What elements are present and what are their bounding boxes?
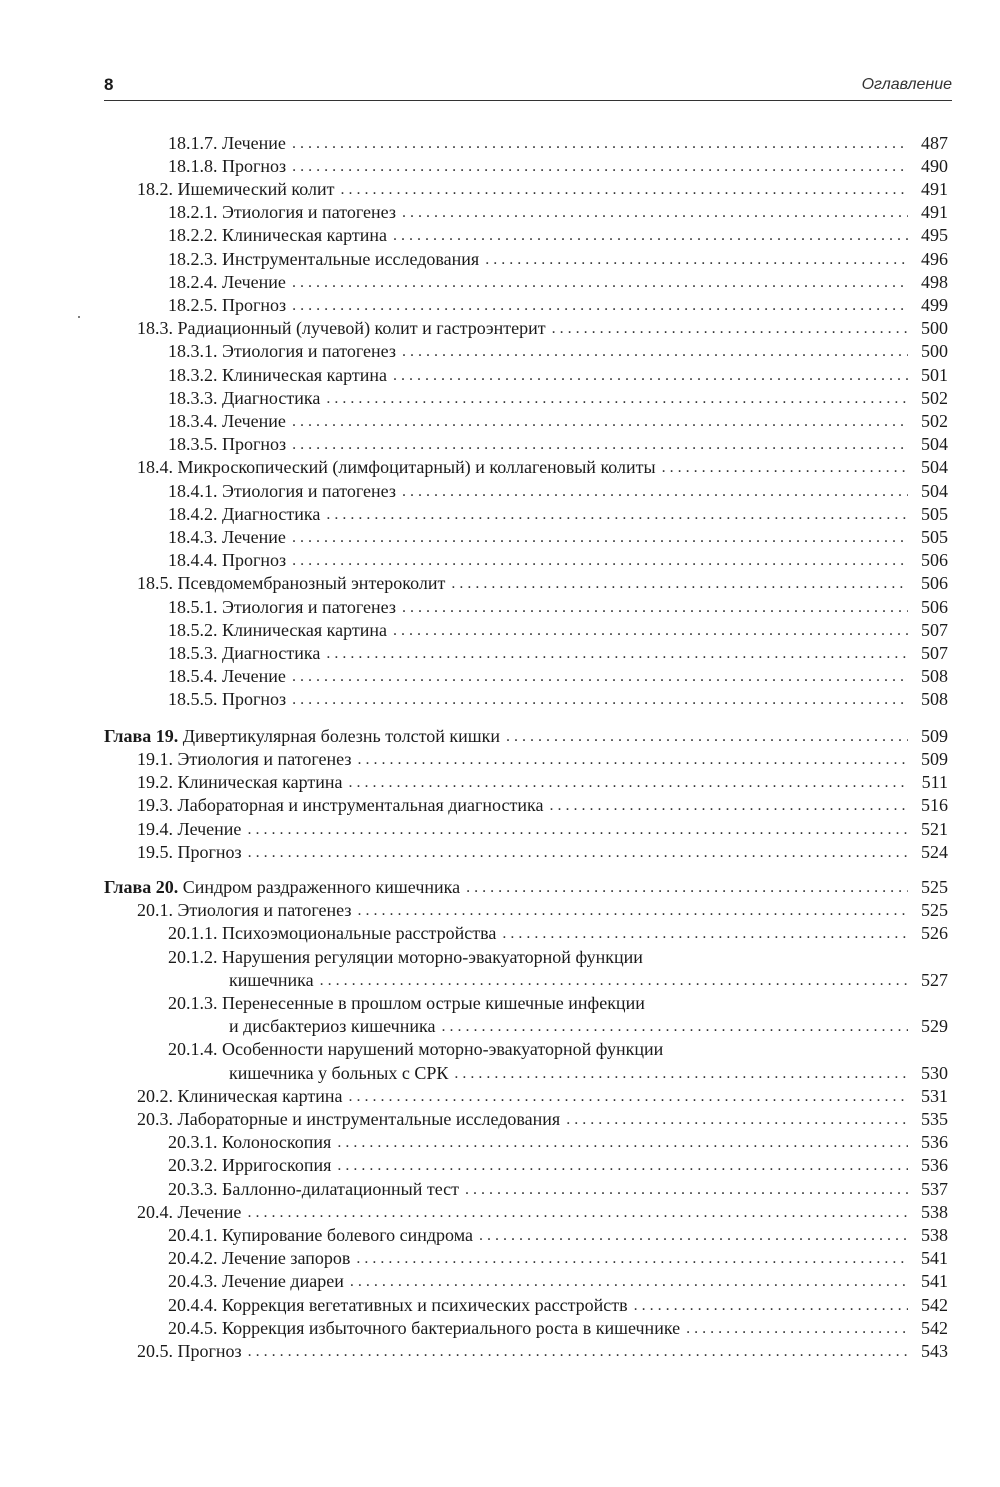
- toc-entry-18-2-5: 18.2.5. Прогноз . . . 499: [168, 294, 948, 317]
- toc-page-number: 507: [921, 620, 948, 640]
- leader-dots: [402, 480, 908, 503]
- toc-entry-20-4-4: 20.4.4. Коррекция вегетативных и психических расстройств . . . 542: [168, 1294, 948, 1317]
- toc-entry-18-2: 18.2. Ишемический колит . . . 491: [137, 178, 948, 201]
- toc-entry-18-3: 18.3. Радиационный (лучевой) колит и гастроэнтерит . . . 500: [137, 317, 948, 340]
- toc-page-number: 504: [921, 457, 948, 477]
- toc-entry-18-2-1: 18.2.1. Этиология и патогенез . . . 491: [168, 201, 948, 224]
- toc-entry-19-1: 19.1. Этиология и патогенез . . . 509: [137, 748, 948, 771]
- toc-page-number: 498: [921, 272, 948, 292]
- toc-page-number: 537: [921, 1179, 948, 1199]
- leader-dots: [337, 1154, 908, 1177]
- toc-entry-18-1-8: 18.1.8. Прогноз . . . 490: [168, 155, 948, 178]
- toc-entry-18-5-2: 18.5.2. Клиническая картина . . . 507: [168, 619, 948, 642]
- toc-page-number: 529: [921, 1016, 948, 1036]
- toc-page-number: 505: [921, 527, 948, 547]
- toc-entry-19-2: 19.2. Клиническая картина . . . 511: [137, 771, 948, 794]
- page-number: 8: [104, 75, 114, 94]
- toc-entry-18-4-4: 18.4.4. Прогноз . . . 506: [168, 549, 948, 572]
- leader-dots: [292, 410, 908, 433]
- leader-dots: [357, 899, 908, 922]
- leader-dots: [465, 1178, 908, 1201]
- toc-entry-18-4-1: 18.4.1. Этиология и патогенез . . . 504: [168, 480, 948, 503]
- toc-page-number: 505: [921, 504, 948, 524]
- running-title: Оглавление: [861, 76, 952, 93]
- toc-entry-20-1-2-line2: кишечника . . . 527: [229, 969, 948, 992]
- toc-page-number: 536: [921, 1132, 948, 1152]
- leader-dots: [350, 1270, 908, 1293]
- toc-entry-20-5: 20.5. Прогноз . . . 543: [137, 1340, 948, 1363]
- toc-entry-20-4-5: 20.4.5. Коррекция избыточного бактериального роста в кишечнике . . . 542: [168, 1317, 948, 1340]
- leader-dots: [247, 1201, 908, 1224]
- toc-entry-20-2: 20.2. Клиническая картина . . . 531: [137, 1085, 948, 1108]
- leader-dots: [402, 201, 908, 224]
- toc-page-number: 531: [921, 1086, 948, 1106]
- toc-page-number: 506: [921, 573, 948, 593]
- leader-dots: [402, 340, 908, 363]
- toc-entry-18-5-5: 18.5.5. Прогноз . . . 508: [168, 688, 948, 711]
- leader-dots: [566, 1108, 908, 1131]
- toc-entry-20-1-4-line1: 20.1.4. Особенности нарушений моторно-эвакуаторной функции: [168, 1039, 664, 1059]
- toc-entry-18-5: 18.5. Псевдомембранозный энтероколит . . . 506: [137, 572, 948, 595]
- toc-entry-18-1-7: 18.1.7. Лечение . . . 487: [168, 132, 948, 155]
- leader-dots: [402, 596, 908, 619]
- toc-page-number: 507: [921, 643, 948, 663]
- toc-entry-18-5-1: 18.5.1. Этиология и патогенез . . . 506: [168, 596, 948, 619]
- toc-page-number: 508: [921, 666, 948, 686]
- leader-dots: [454, 1062, 908, 1085]
- toc-page-number: 526: [921, 923, 948, 943]
- toc-page-number: 535: [921, 1109, 948, 1129]
- toc-chapter-20: Глава 20. Синдром раздраженного кишечника . . . 525: [104, 876, 948, 899]
- toc-page-number: 509: [921, 749, 948, 769]
- toc-entry-18-3-1: 18.3.1. Этиология и патогенез . . . 500: [168, 340, 948, 363]
- toc-entry-19-4: 19.4. Лечение . . . 521: [137, 818, 948, 841]
- leader-dots: [348, 1085, 908, 1108]
- toc-entry-20-1-3-line2: и дисбактериоз кишечника . . . 529: [229, 1015, 948, 1038]
- leader-dots: [292, 155, 908, 178]
- chapter-label: Глава 20.: [104, 877, 179, 897]
- toc-entry-20-1-2-line1: 20.1.2. Нарушения регуляции моторно-эвакуаторной функции: [168, 947, 643, 967]
- leader-dots: [549, 794, 908, 817]
- leader-dots: [686, 1317, 908, 1340]
- leader-dots: [340, 178, 908, 201]
- toc-chapter-19: Глава 19. Дивертикулярная болезнь толстой кишки . . . 509: [104, 725, 948, 748]
- toc-entry-20-4: 20.4. Лечение . . . 538: [137, 1201, 948, 1224]
- toc-entry-20-4-1: 20.4.1. Купирование болевого синдрома . . . 538: [168, 1224, 948, 1247]
- toc-page-number: 511: [921, 772, 948, 792]
- leader-dots: [247, 818, 908, 841]
- toc-entry-18-3-4: 18.3.4. Лечение . . . 502: [168, 410, 948, 433]
- toc-page-number: 504: [921, 481, 948, 501]
- leader-dots: [552, 317, 908, 340]
- leader-dots: [485, 248, 908, 271]
- toc-entry-18-3-3: 18.3.3. Диагностика . . . 502: [168, 387, 948, 410]
- leader-dots: [248, 1340, 908, 1363]
- leader-dots: [393, 364, 908, 387]
- toc-page-number: 506: [921, 597, 948, 617]
- toc-page-number: 490: [921, 156, 948, 176]
- leader-dots: [292, 271, 908, 294]
- toc-page-number: 500: [921, 318, 948, 338]
- leader-dots: [326, 642, 908, 665]
- toc-entry-18-2-2: 18.2.2. Клиническая картина . . . 495: [168, 224, 948, 247]
- toc-entry-18-2-3: 18.2.3. Инструментальные исследования . . . 496: [168, 248, 948, 271]
- toc-page-number: 538: [921, 1225, 948, 1245]
- leader-dots: [451, 572, 908, 595]
- toc-page-number: 542: [921, 1295, 948, 1315]
- leader-dots: [292, 549, 908, 572]
- toc-page-number: 525: [921, 900, 948, 920]
- toc-entry-18-4-3: 18.4.3. Лечение . . . 505: [168, 526, 948, 549]
- scan-speck: [78, 316, 80, 318]
- toc-page-number: 527: [921, 970, 948, 990]
- leader-dots: [337, 1131, 908, 1154]
- toc-entry-20-3: 20.3. Лабораторные и инструментальные исследования . . . 535: [137, 1108, 948, 1131]
- toc-entry-20-1: 20.1. Этиология и патогенез . . . 525: [137, 899, 948, 922]
- toc-entry-20-3-2: 20.3.2. Ирригоскопия . . . 536: [168, 1154, 948, 1177]
- leader-dots: [466, 876, 908, 899]
- leader-dots: [326, 387, 908, 410]
- toc-page-number: 542: [921, 1318, 948, 1338]
- leader-dots: [292, 294, 908, 317]
- toc-page-number: 530: [921, 1063, 948, 1083]
- toc-page-number: 521: [921, 819, 948, 839]
- toc-page-number: 506: [921, 550, 948, 570]
- leader-dots: [348, 771, 908, 794]
- leader-dots: [502, 922, 908, 945]
- toc-entry-18-2-4: 18.2.4. Лечение . . . 498: [168, 271, 948, 294]
- toc-page-number: 487: [921, 133, 948, 153]
- toc-entry-19-3: 19.3. Лабораторная и инструментальная диагностика . . . 516: [137, 794, 948, 817]
- leader-dots: [356, 1247, 908, 1270]
- toc-entry-18-5-3: 18.5.3. Диагностика . . . 507: [168, 642, 948, 665]
- toc-page-number: 491: [921, 202, 948, 222]
- leader-dots: [662, 456, 908, 479]
- toc-page-number: 495: [921, 225, 948, 245]
- toc-entry-20-1-1: 20.1.1. Психоэмоциональные расстройства . . . 526: [168, 922, 948, 945]
- toc-page-number: 516: [921, 795, 948, 815]
- toc-page-number: 543: [921, 1341, 948, 1361]
- toc-page-number: 496: [921, 249, 948, 269]
- page-header: [104, 74, 952, 101]
- leader-dots: [393, 224, 908, 247]
- leader-dots: [393, 619, 908, 642]
- toc-entry-20-1-3-line1: 20.1.3. Перенесенные в прошлом острые кишечные инфекции: [168, 993, 645, 1013]
- leader-dots: [320, 969, 908, 992]
- toc-entry-18-3-2: 18.3.2. Клиническая картина . . . 501: [168, 364, 948, 387]
- leader-dots: [292, 433, 908, 456]
- leader-dots: [292, 132, 908, 155]
- leader-dots: [506, 725, 908, 748]
- leader-dots: [248, 841, 908, 864]
- leader-dots: [326, 503, 908, 526]
- toc-page-number: 501: [921, 365, 948, 385]
- toc-page-number: 509: [921, 726, 948, 746]
- chapter-label: Глава 19.: [104, 726, 179, 746]
- leader-dots: [292, 688, 908, 711]
- toc-page-number: 508: [921, 689, 948, 709]
- leader-dots: [479, 1224, 908, 1247]
- toc-entry-18-3-5: 18.3.5. Прогноз . . . 504: [168, 433, 948, 456]
- toc-entry-18-4: 18.4. Микроскопический (лимфоцитарный) и коллагеновый колиты . . . 504: [137, 456, 948, 479]
- leader-dots: [634, 1294, 908, 1317]
- toc-page-number: 541: [921, 1248, 948, 1268]
- toc-page-number: 504: [921, 434, 948, 454]
- toc-page-number: 538: [921, 1202, 948, 1222]
- toc-page-number: 491: [921, 179, 948, 199]
- toc-entry-20-3-1: 20.3.1. Колоноскопия . . . 536: [168, 1131, 948, 1154]
- toc-entry-18-5-4: 18.5.4. Лечение . . . 508: [168, 665, 948, 688]
- toc-page-number: 525: [921, 877, 948, 897]
- toc-page-number: 536: [921, 1155, 948, 1175]
- leader-dots: [357, 748, 908, 771]
- toc-entry-20-4-2: 20.4.2. Лечение запоров . . . 541: [168, 1247, 948, 1270]
- leader-dots: [292, 526, 908, 549]
- toc-page-number: 541: [921, 1271, 948, 1291]
- toc-entry-20-1-4-line2: кишечника у больных с СРК . . . 530: [229, 1062, 948, 1085]
- toc-entry-19-5: 19.5. Прогноз . . . 524: [137, 841, 948, 864]
- toc-entry-18-4-2: 18.4.2. Диагностика . . . 505: [168, 503, 948, 526]
- toc-page-number: 502: [921, 388, 948, 408]
- toc-page-number: 500: [921, 341, 948, 361]
- toc-entry-20-4-3: 20.4.3. Лечение диареи . . . 541: [168, 1270, 948, 1293]
- toc-page-number: 524: [921, 842, 948, 862]
- leader-dots: [292, 665, 908, 688]
- leader-dots: [441, 1015, 908, 1038]
- toc-entry-20-3-3: 20.3.3. Баллонно-дилатационный тест . . . 537: [168, 1178, 948, 1201]
- toc-page-number: 502: [921, 411, 948, 431]
- toc-page-number: 499: [921, 295, 948, 315]
